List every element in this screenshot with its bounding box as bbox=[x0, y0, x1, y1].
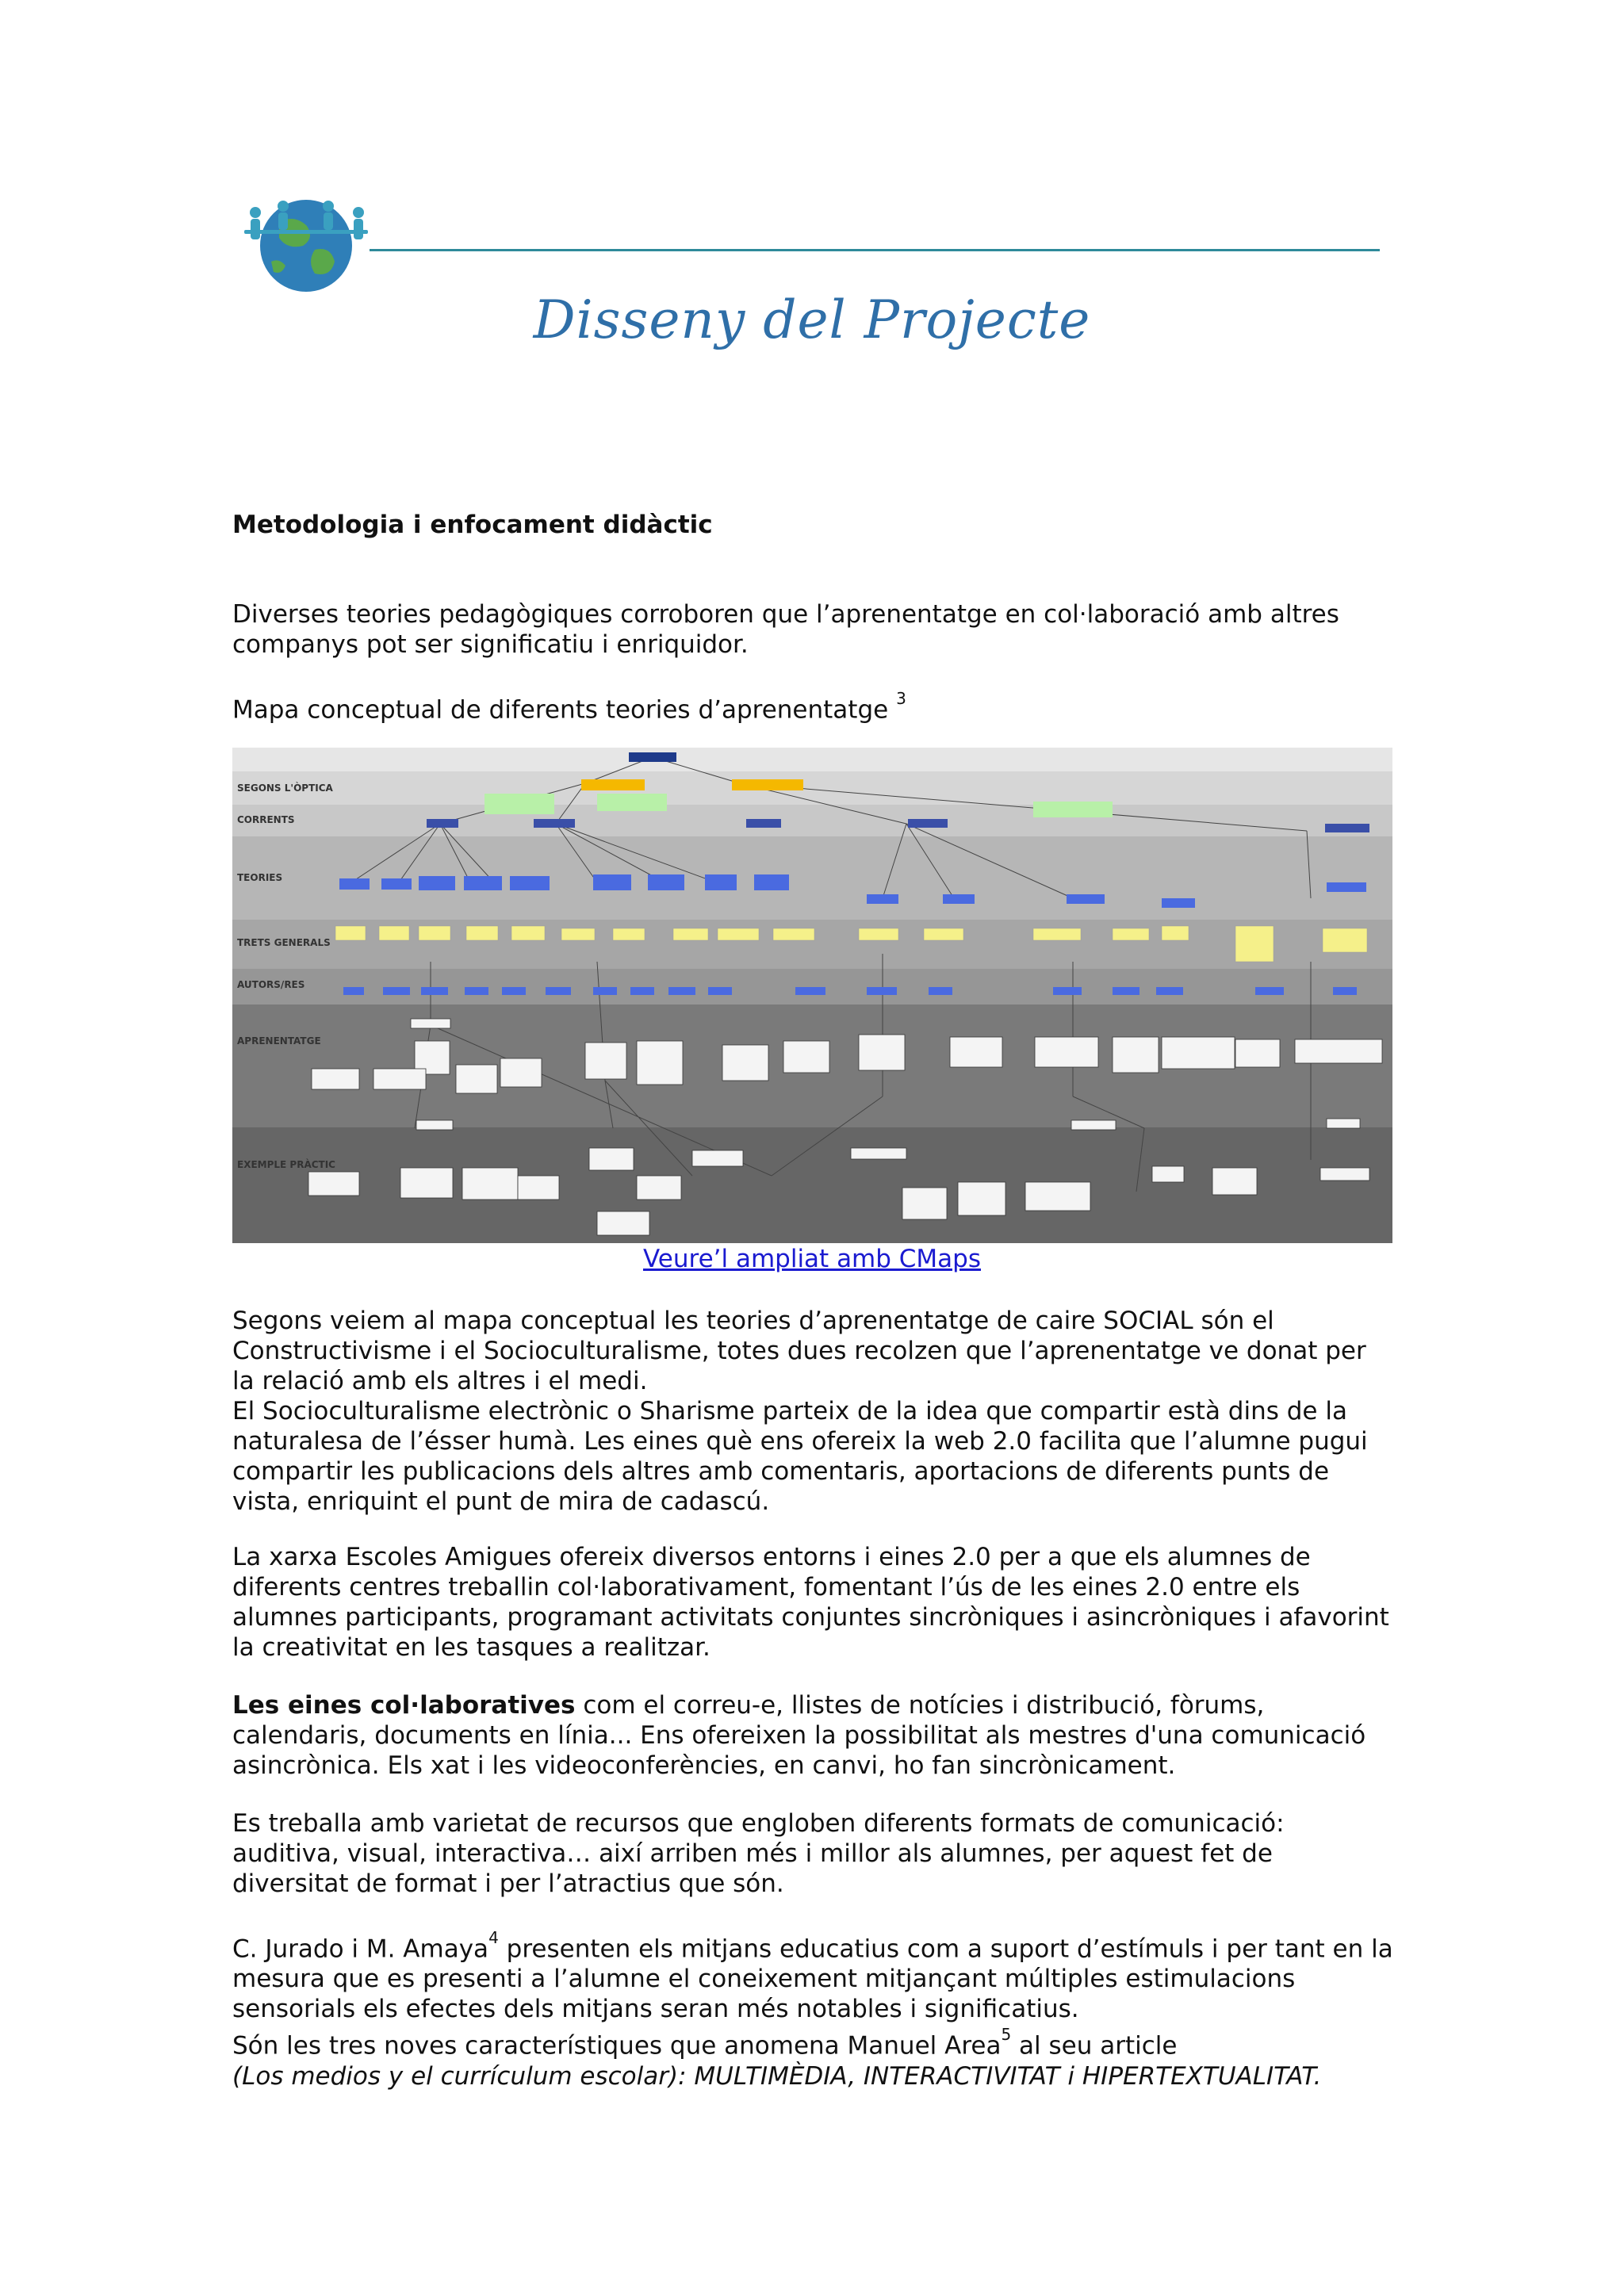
paragraph-text: Segons veiem al mapa conceptual les teories d’aprenentatge de caire SOCIAL són el Constructivisme i el Socioculturalisme, totes dues recolzen que l’aprenentatge ve donat per la relació amb els altres i el medi. bbox=[232, 1307, 1366, 1395]
paragraph-text: C. Jurado i M. Amaya bbox=[232, 1934, 489, 1964]
map-caption-text: Mapa conceptual de diferents teories d’aprenentatge bbox=[232, 695, 889, 725]
map-caption bbox=[232, 688, 1394, 725]
paragraph-social-theories bbox=[232, 1306, 1394, 1517]
italic-citation: (Los medios y el currículum escolar): MULTIMÈDIA, INTERACTIVITAT i HIPERTEXTUALITAT. bbox=[232, 2061, 1322, 2091]
map-node bbox=[1033, 802, 1113, 817]
globe-logo bbox=[239, 190, 373, 293]
intro-paragraph: Diverses teories pedagògiques corroboren que l’aprenentatge en col·laboració amb altres companys pot ser significatiu i enriquidor. bbox=[232, 600, 1339, 659]
paragraph-recursos: Es treballa amb varietat de recursos que engloben diferents formats de comunicació: auditiva, visual, interactiva… així arriben més i millor als alumnes, per aquest fet de diversitat de format i per l’atractius que són. bbox=[232, 1809, 1285, 1898]
page-title: Disseny del Projecte bbox=[533, 289, 1091, 350]
map-row-label: AUTORS/RES bbox=[237, 979, 305, 990]
map-node bbox=[581, 779, 645, 790]
footnote-ref: 3 bbox=[896, 689, 906, 708]
header-rule bbox=[370, 249, 1380, 251]
map-row-label: TRETS GENERALS bbox=[237, 937, 331, 948]
paragraph-text: al seu article bbox=[1011, 2031, 1178, 2061]
paragraph-text: Són les tres noves característiques que anomena Manuel Area bbox=[232, 2031, 1002, 2061]
paragraph-xarxa: La xarxa Escoles Amigues ofereix diversos entorns i eines 2.0 per a que els alumnes de diferents centres treballin col·laborativament, fomentant l’ús de les eines 2.0 entre els alumnes participants, programant activitats conjuntes sincròniques i asincròniques i afavorint la creativitat en les tasques a realitzar. bbox=[232, 1543, 1389, 1662]
map-row-label: TEORIES bbox=[237, 872, 283, 883]
section-heading: Metodologia i enfocament didàctic bbox=[232, 511, 713, 539]
footnote-ref: 4 bbox=[488, 1928, 499, 1947]
map-node bbox=[597, 794, 667, 811]
paragraph-text: El Socioculturalisme electrònic o Sharisme parteix de la idea que compartir està dins de la naturalesa de l’ésser humà. Les eines què ens ofereix la web 2.0 facilita que l’alumne pugui compartir les publicacions dels altres amb comentaris, aportacions de diferents punts de vista, enriquint el punt de mira de cadascú. bbox=[232, 1397, 1368, 1516]
map-node bbox=[485, 794, 554, 814]
bold-term: Les eines col·laboratives bbox=[232, 1691, 576, 1720]
paragraph-eines bbox=[232, 1690, 1394, 1781]
paragraph-text: presenten els mitjans educatius com a suport d’estímuls i per tant en la mesura que es presenti a l’alumne el coneixement mitjançant múltiples estimulacions sensorials els efectes dels mitjans seran més notables i significatius. bbox=[232, 1934, 1393, 2024]
map-row-label: EXEMPLE PRÀCTIC bbox=[237, 1159, 335, 1170]
footnote-ref: 5 bbox=[1001, 2025, 1012, 2045]
cmaps-link[interactable]: Veure’l ampliat amb CMaps bbox=[642, 1245, 982, 1273]
map-row-label: APRENENTATGE bbox=[237, 1035, 321, 1047]
map-node bbox=[732, 779, 803, 790]
map-row-label: SEGONS L'ÒPTICA bbox=[237, 783, 333, 794]
paragraph-mitjans bbox=[232, 1927, 1394, 2091]
concept-map bbox=[232, 748, 1392, 1243]
map-row-label: CORRENTS bbox=[237, 814, 295, 825]
paragraph-text: com el correu-e, llistes de notícies i distribució, fòrums, calendaris, documents en línia... Ens ofereixen la possibilitat als mestres d'una comunicació asincrònica. Els xat i les videoconferències, en canvi, ho fan sincrònicament. bbox=[232, 1691, 1366, 1780]
map-node bbox=[629, 752, 676, 762]
